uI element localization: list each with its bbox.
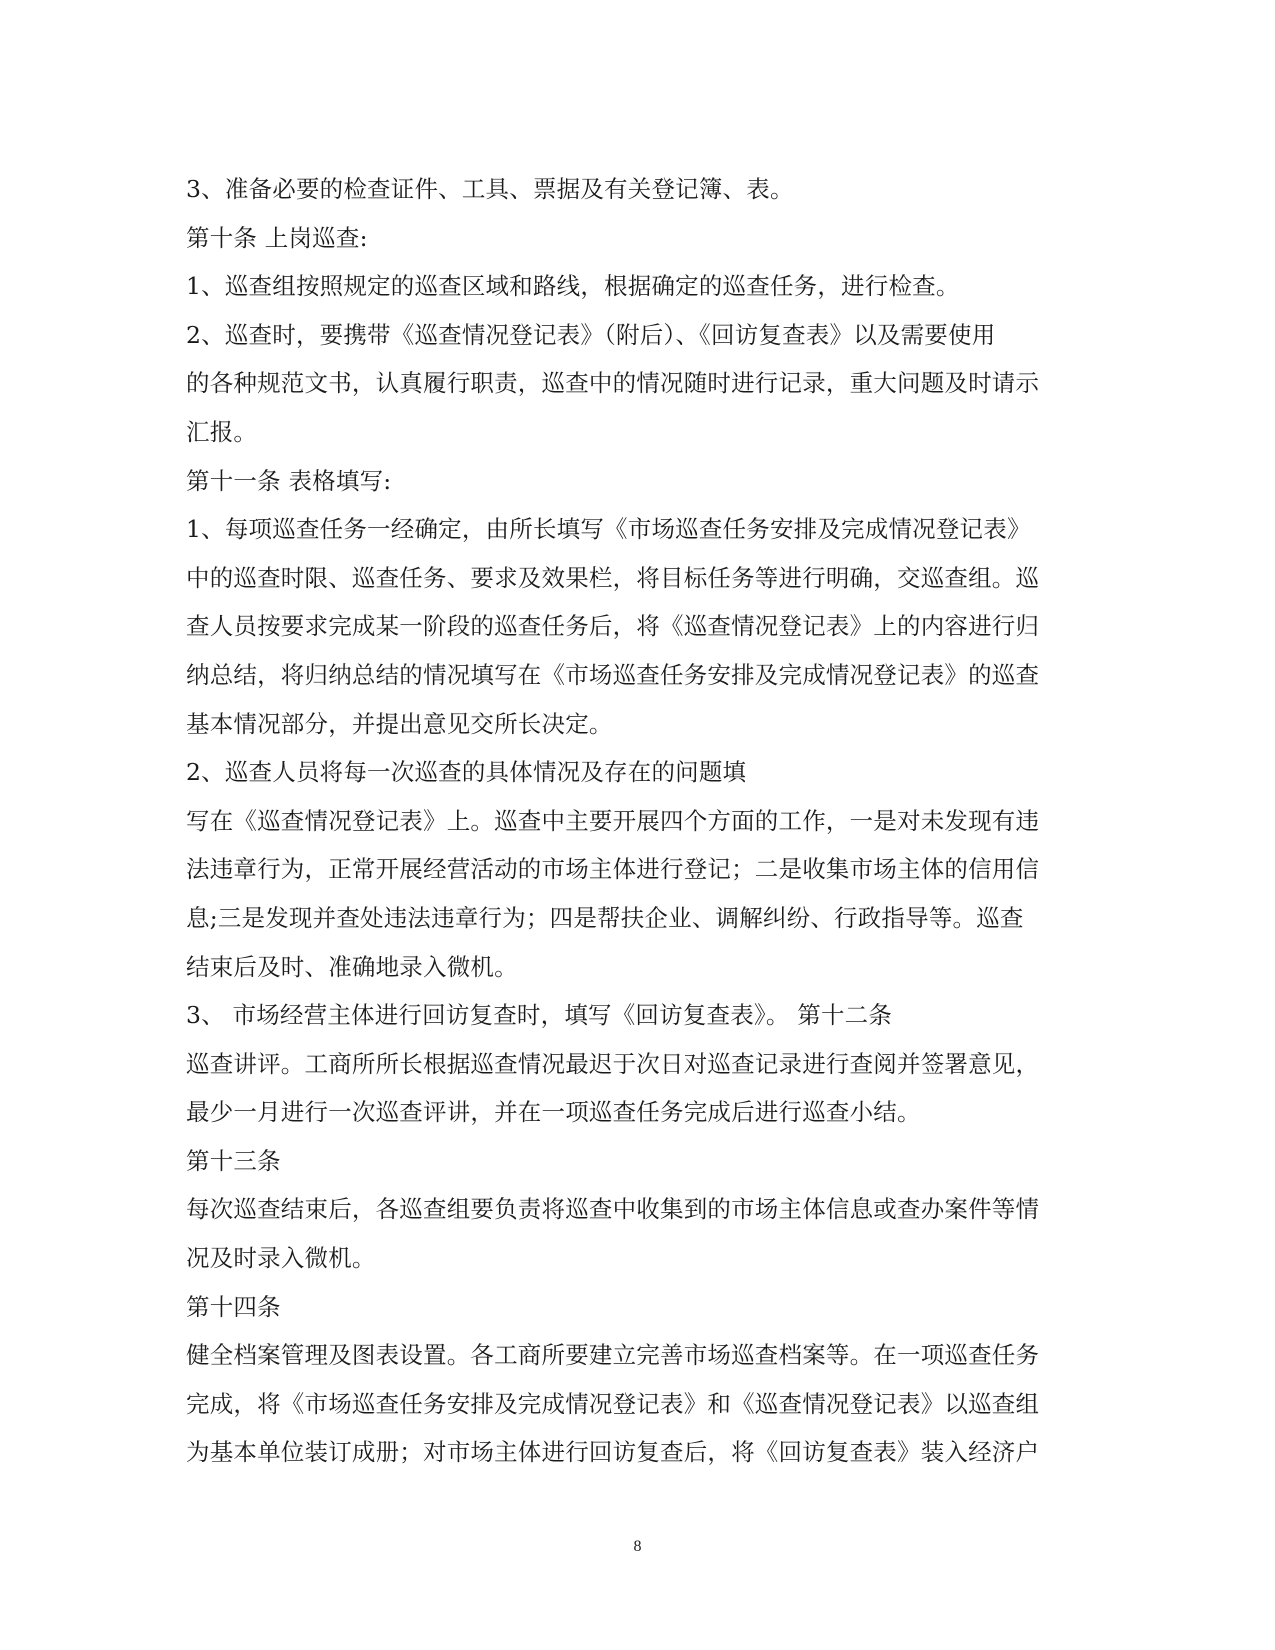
text-line: 为基本单位装订成册；对市场主体进行回访复查后，将《回访复查表》装入经济户 <box>186 1438 1040 1467</box>
text-line: 基本情况部分，并提出意见交所长决定。 <box>186 709 613 738</box>
text-line: 1、每项巡查任务一经确定，由所长填写《市场巡查任务安排及完成情况登记表》 <box>186 515 1031 544</box>
section-heading: 第十三条 <box>186 1146 281 1175</box>
text-line: 完成，将《市场巡查任务安排及完成情况登记表》和《巡查情况登记表》以巡查组 <box>186 1389 1040 1418</box>
text-line: 法违章行为，正常开展经营活动的市场主体进行登记；二是收集市场主体的信用信 <box>186 855 1040 884</box>
text-line: 的各种规范文书，认真履行职责，巡查中的情况随时进行记录，重大问题及时请示 <box>186 369 1040 398</box>
text-line: 中的巡查时限、巡查任务、要求及效果栏，将目标任务等进行明确，交巡查组。巡 <box>186 563 1040 592</box>
text-line: 纳总结，将归纳总结的情况填写在《市场巡查任务安排及完成情况登记表》的巡查 <box>186 660 1040 689</box>
text-line: 息;三是发现并查处违法违章行为；四是帮扶企业、调解纠纷、行政指导等。巡查 <box>186 903 1024 932</box>
section-heading: 第十一条 表格填写: <box>186 466 392 495</box>
text-line: 最少一月进行一次巡查评讲，并在一项巡查任务完成后进行巡查小结。 <box>186 1098 921 1127</box>
text-line: 2、巡查时，要携带《巡查情况登记表》（附后）、《回访复查表》以及需要使用 <box>186 320 996 349</box>
text-line: 况及时录入微机。 <box>186 1244 376 1273</box>
text-line: 每次巡查结束后，各巡查组要负责将巡查中收集到的市场主体信息或查办案件等情 <box>186 1195 1040 1224</box>
text-line: 3、 市场经营主体进行回访复查时，填写《回访复查表》。 第十二条 <box>186 1001 893 1030</box>
text-line: 1、巡查组按照规定的巡查区域和路线，根据确定的巡查任务，进行检查。 <box>186 272 960 301</box>
page-number: 8 <box>633 1538 642 1555</box>
section-heading: 第十条 上岗巡查: <box>186 223 368 252</box>
text-line: 查人员按要求完成某一阶段的巡查任务后，将《巡查情况登记表》上的内容进行归 <box>186 612 1040 641</box>
text-line: 健全档案管理及图表设置。各工商所要建立完善市场巡查档案等。在一项巡查任务 <box>186 1341 1040 1370</box>
text-line: 3、准备必要的检查证件、工具、票据及有关登记簿、表。 <box>186 175 794 203</box>
document-body <box>186 165 1091 1477</box>
text-line: 巡查讲评。工商所所长根据巡查情况最迟于次日对巡查记录进行查阅并签署意见， <box>186 1049 1040 1078</box>
text-line: 结束后及时、准确地录入微机。 <box>186 952 518 981</box>
text-line: 写在《巡查情况登记表》上。巡查中主要开展四个方面的工作，一是对未发现有违 <box>186 806 1040 835</box>
section-heading: 第十四条 <box>186 1292 281 1321</box>
text-line: 2、巡查人员将每一次巡查的具体情况及存在的问题填 <box>186 758 747 787</box>
text-line: 汇报。 <box>186 417 258 446</box>
